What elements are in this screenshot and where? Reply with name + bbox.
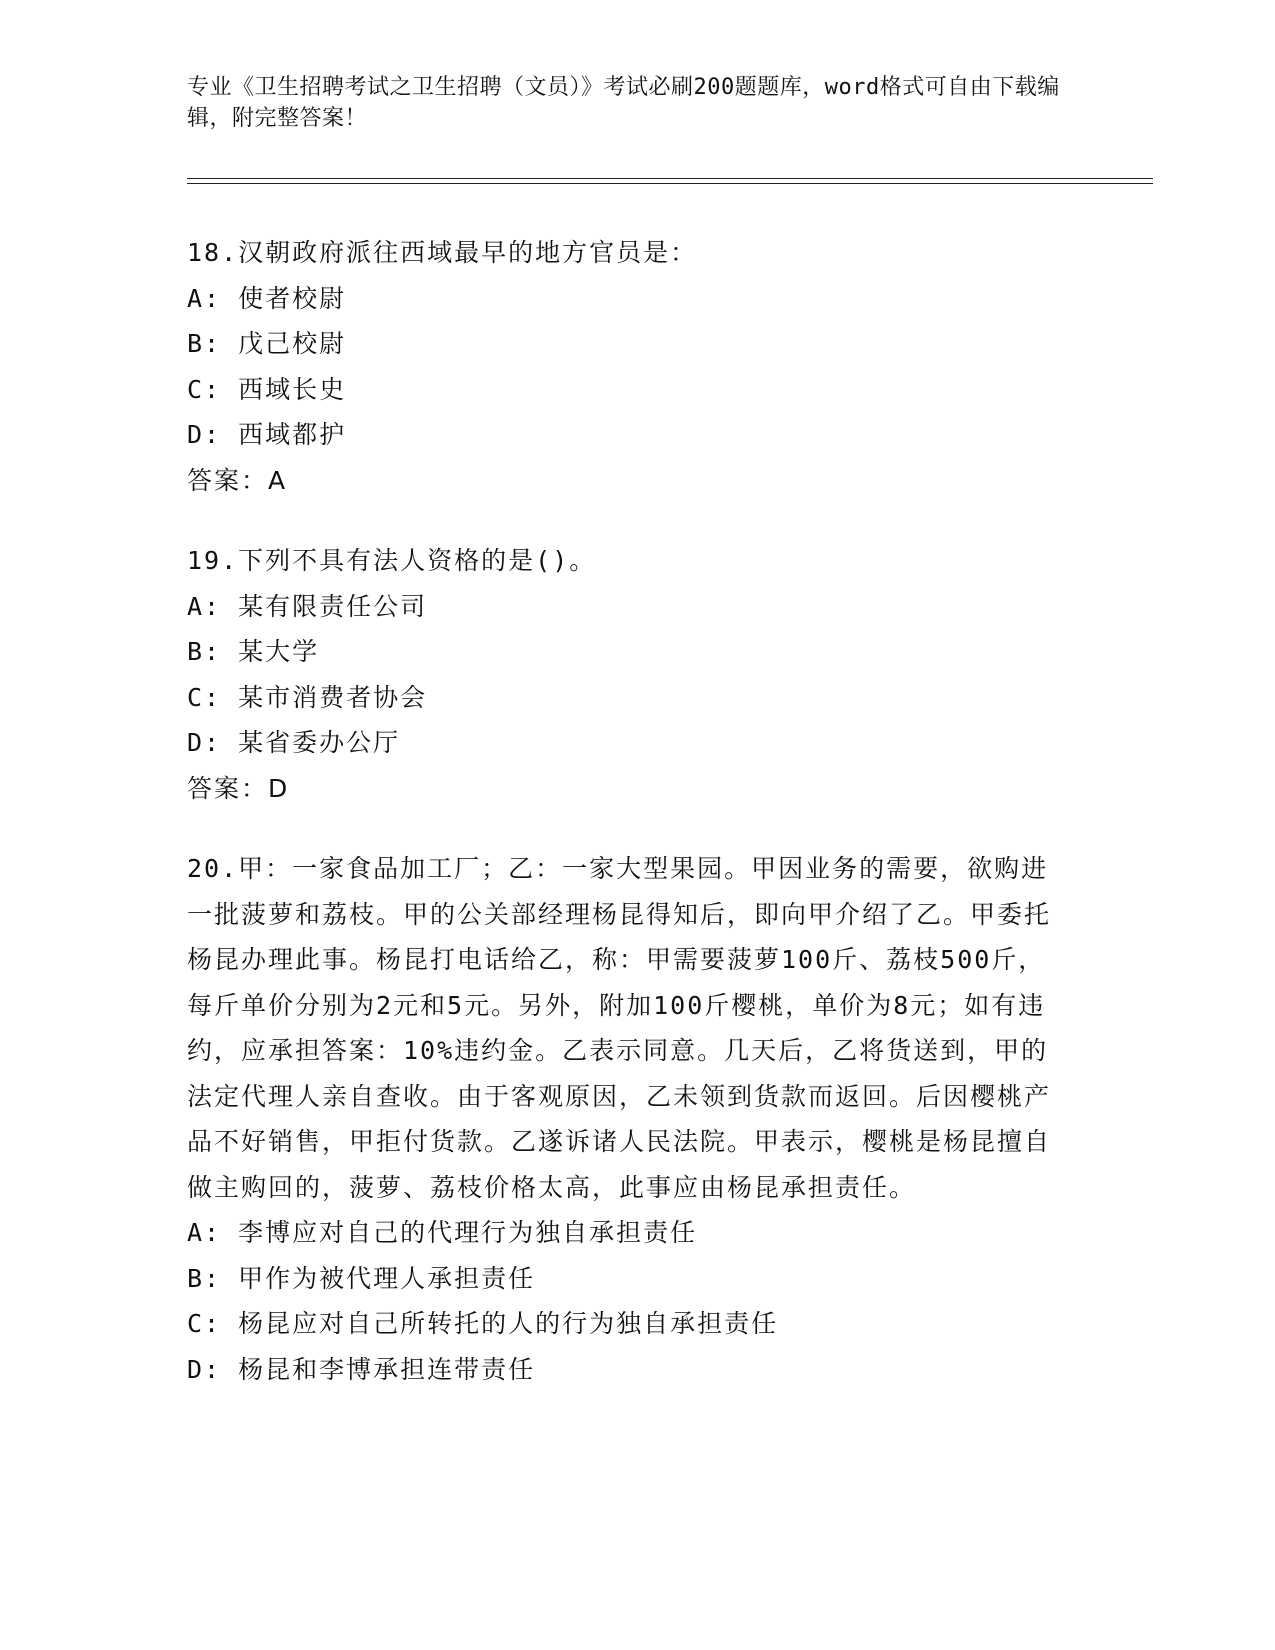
question-18: [187, 230, 1067, 503]
answer-label: 答案：A: [187, 465, 288, 495]
option-d: D: 西域都护: [187, 420, 347, 449]
option-d: D: 某省委办公厅: [187, 728, 401, 757]
question-20: [187, 846, 1067, 1392]
option-c: C: 某市消费者协会: [187, 682, 428, 712]
option-d: D: 杨昆和李博承担连带责任: [187, 1354, 536, 1384]
question-stem: 18.汉朝政府派往西域最早的地方官员是：: [187, 238, 698, 267]
question-stem: 19.下列不具有法人资格的是()。: [187, 546, 597, 575]
option-b: B: 戊己校尉: [187, 329, 347, 358]
option-a: A: 某有限责任公司: [187, 591, 428, 621]
option-c: C: 杨昆应对自己所转托的人的行为独自承担责任: [187, 1309, 779, 1338]
document-header: 专业《卫生招聘考试之卫生招聘（文员）》考试必刷200题题库，word格式可自由下载编辑，附完整答案！: [187, 75, 1060, 131]
header-divider-bottom: [187, 183, 1153, 184]
option-a: A: 使者校尉: [187, 283, 347, 313]
option-a: A: 李博应对自己的代理行为独自承担责任: [187, 1218, 698, 1247]
answer-label: 答案：D: [187, 773, 290, 803]
option-b: B: 甲作为被代理人承担责任: [187, 1263, 536, 1293]
question-stem: 20.甲：一家食品加工厂；乙：一家大型果园。甲因业务的需要，欲购进一批菠萝和荔枝。甲的公关部经理杨昆得知后，即向甲介绍了乙。甲委托杨昆办理此事。杨昆打电话给乙，称：甲需要菠萝100斤、荔枝500斤，每斤单价分别为2元和5元。另外，附加100斤樱桃，单价为8元；如有违约，应承担答案：10%违约金。乙表示同意。几天后，乙将货送到，甲的法定代理人亲自查收。由于客观原因，乙未领到货款而返回。后因樱桃产品不好销售，甲拒付货款。乙遂诉诸人民法院。甲表示，樱桃是杨昆擅自做主购回的，菠萝、荔枝价格太高，此事应由杨昆承担责任。: [187, 854, 1052, 1202]
question-list: [187, 230, 1067, 1427]
option-b: B: 某大学: [187, 637, 320, 666]
option-c: C: 西域长史: [187, 374, 347, 404]
header-divider-top: [187, 178, 1153, 179]
question-19: [187, 538, 1067, 811]
